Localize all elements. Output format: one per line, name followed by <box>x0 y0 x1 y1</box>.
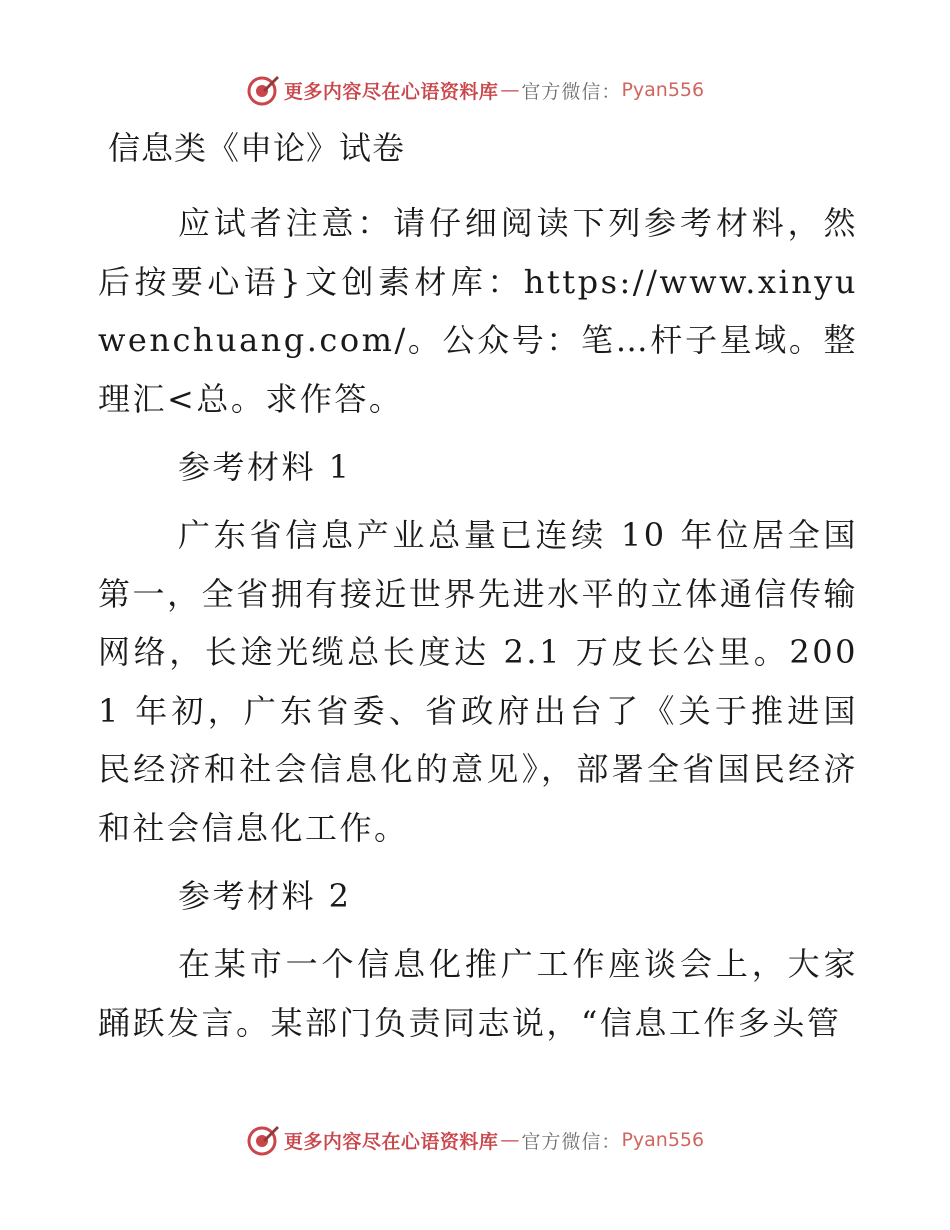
document-title: 信息类《申论》试卷 <box>108 129 406 167</box>
section-heading: 参考材料 2 <box>178 877 352 915</box>
section-body: 广东省信息产业总量已连续 10 年位居全国第一，全省拥有接近世界先进水平的立体通信传输网络，长途光缆总长度达 2.1 万皮长公里。2001 年初，广东省委、省政府出台了《关于推进国民经济和社会信息化的意见》，部署全省国民经济和社会信息化工作。 <box>98 516 858 847</box>
brand-logo-icon <box>246 73 280 107</box>
section-heading: 参考材料 1 <box>178 448 352 486</box>
candidate-notice: 应试者注意：请仔细阅读下列参考材料，然后按要心语}文创素材库：https://www.xinyuwenchuang.com/。公众号：笔…杆子星域。整理汇<总。求作答。 <box>98 204 858 418</box>
watermark-dash: — <box>500 1129 520 1151</box>
brand-logo-icon <box>246 1123 280 1157</box>
section-body: 在某市一个信息化推广工作座谈会上，大家踊跃发言。某部门负责同志说，“信息工作多头管 <box>98 945 858 1042</box>
watermark-wechat-id: Pyan556 <box>621 1129 705 1151</box>
watermark-slogan: 更多内容尽在心语资料库 <box>283 1130 499 1153</box>
watermark-wechat-label: 官方微信： <box>521 80 622 103</box>
watermark-banner-bottom <box>0 1120 950 1160</box>
watermark-wechat-label: 官方微信： <box>521 1130 622 1153</box>
watermark-dash: — <box>500 79 520 101</box>
document-page <box>98 122 858 1102</box>
watermark-banner-top <box>0 70 950 110</box>
watermark-wechat-id: Pyan556 <box>621 79 705 101</box>
watermark-slogan: 更多内容尽在心语资料库 <box>283 80 499 103</box>
